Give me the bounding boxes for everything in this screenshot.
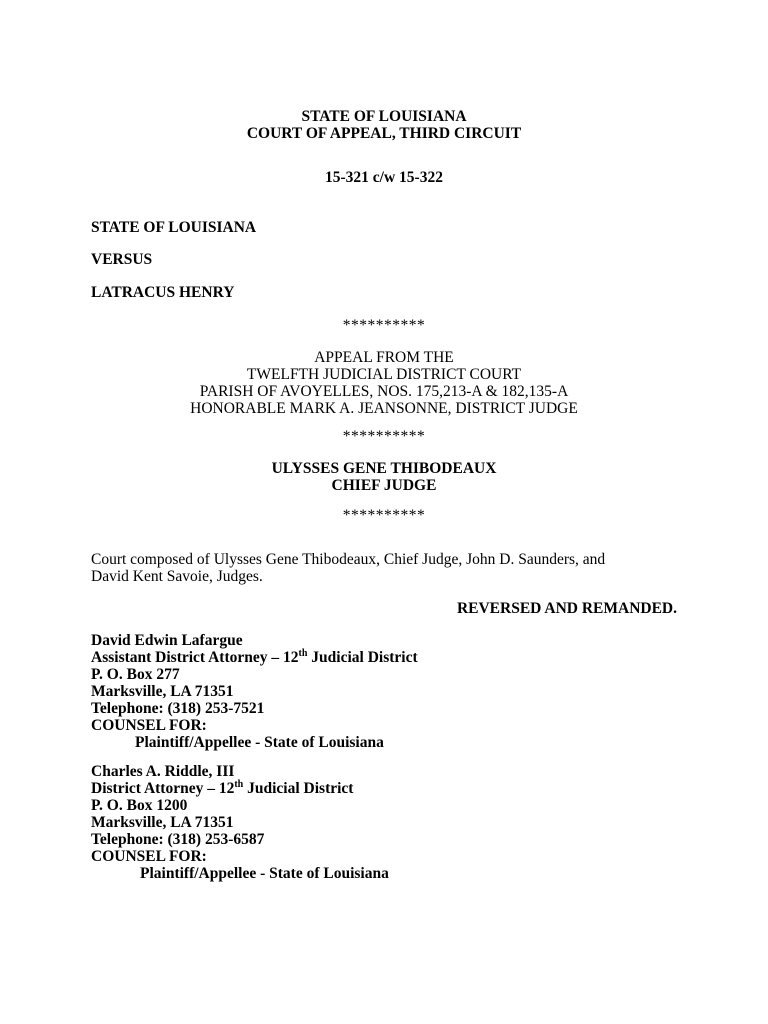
appeal-line-2: TWELFTH JUDICIAL DISTRICT COURT xyxy=(246,366,522,383)
counsel-city: Marksville, LA 71351 xyxy=(91,814,234,831)
caption-plaintiff: STATE OF LOUISIANA xyxy=(91,219,257,236)
header-state: STATE OF LOUISIANA xyxy=(301,108,467,125)
counsel-title-suffix: Judicial District xyxy=(307,649,418,666)
docket-number: 15-321 c/w 15-322 xyxy=(325,169,443,186)
appeal-line-3: PARISH OF AVOYELLES, NOS. 175,213-A & 182,135-A xyxy=(199,383,569,400)
counsel-city: Marksville, LA 71351 xyxy=(91,683,234,700)
separator-2: ********** xyxy=(342,428,426,445)
counsel-name: David Edwin Lafargue xyxy=(91,632,243,649)
caption-defendant: LATRACUS HENRY xyxy=(91,284,235,301)
author-block xyxy=(0,460,768,494)
counsel-title-suffix: Judicial District xyxy=(243,780,354,797)
counsel-block xyxy=(91,763,389,882)
counsel-title-text: Assistant District Attorney – 12 xyxy=(91,649,299,666)
counsel-party: Plaintiff/Appellee - State of Louisiana xyxy=(140,865,389,882)
counsel-phone: Telephone: (318) 253-7521 xyxy=(91,700,265,717)
appeal-block xyxy=(0,349,768,417)
appeal-line-4: HONORABLE MARK A. JEANSONNE, DISTRICT JUDGE xyxy=(190,400,578,417)
appeal-line-1: APPEAL FROM THE xyxy=(314,349,454,366)
separator-1: ********** xyxy=(342,317,426,334)
counsel-title-text: District Attorney – 12 xyxy=(91,780,235,797)
counsel-phone: Telephone: (318) 253-6587 xyxy=(91,831,265,848)
header-court: COURT OF APPEAL, THIRD CIRCUIT xyxy=(246,125,522,142)
counsel-for-label: COUNSEL FOR: xyxy=(91,848,207,865)
panel-line-2: David Kent Savoie, Judges. xyxy=(91,568,263,585)
counsel-box: P. O. Box 1200 xyxy=(91,797,188,814)
separator-3: ********** xyxy=(342,507,426,524)
court-header xyxy=(0,108,768,142)
disposition: REVERSED AND REMANDED. xyxy=(456,600,677,617)
counsel-block xyxy=(91,632,418,751)
counsel-for-label: COUNSEL FOR: xyxy=(91,717,207,734)
author-name: ULYSSES GENE THIBODEAUX xyxy=(271,460,497,477)
panel-composition xyxy=(91,551,605,585)
counsel-title-sup: th xyxy=(234,778,244,790)
author-title: CHIEF JUDGE xyxy=(331,477,437,494)
counsel-title xyxy=(91,649,418,666)
counsel-title-sup: th xyxy=(298,647,308,659)
counsel-box: P. O. Box 277 xyxy=(91,666,180,683)
counsel-name: Charles A. Riddle, III xyxy=(91,763,235,780)
panel-line-1: Court composed of Ulysses Gene Thibodeaux, Chief Judge, John D. Saunders, and xyxy=(91,551,606,568)
counsel-party: Plaintiff/Appellee - State of Louisiana xyxy=(135,734,384,751)
caption-versus: VERSUS xyxy=(91,251,153,268)
counsel-title xyxy=(91,780,389,797)
